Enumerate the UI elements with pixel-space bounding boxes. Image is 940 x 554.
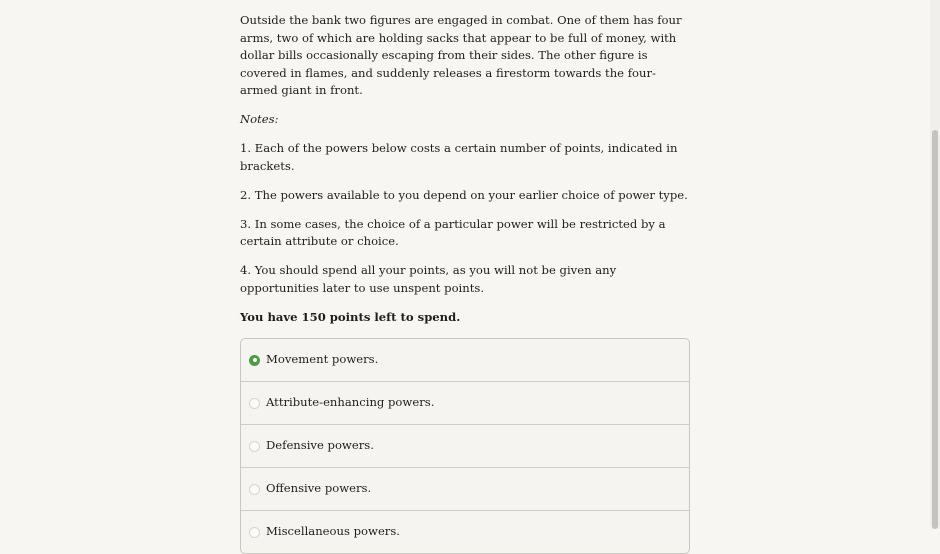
radio-selected-icon[interactable] [249,355,260,366]
choice-label: Miscellaneous powers. [266,524,400,539]
choice-label: Attribute-enhancing powers. [266,395,435,410]
choice-offensive-powers[interactable] [241,468,689,511]
radio-icon[interactable] [249,441,260,452]
choice-defensive-powers[interactable] [241,425,689,468]
choice-label: Movement powers. [266,352,379,367]
radio-icon[interactable] [249,398,260,409]
note-2: 2. The powers available to you depend on your earlier choice of power type. [240,187,688,202]
choice-miscellaneous-powers[interactable] [241,511,689,553]
points-remaining: You have 150 points left to spend. [240,309,461,324]
story-content [240,12,692,554]
note-1: 1. Each of the powers below costs a certain number of points, indicated in brackets. [240,141,678,173]
radio-icon[interactable] [249,484,260,495]
note-3: 3. In some cases, the choice of a particular power will be restricted by a certain attribute or choice. [240,216,666,248]
note-4: 4. You should spend all your points, as you will not be given any opportunities later to use unspent points. [240,263,617,295]
story-intro: Outside the bank two figures are engaged in combat. One of them has four arms, two of which are holding sacks that appear to be full of money, with dollar bills occasionally escaping from their sides. The other figure is covered in flames, and suddenly releases a firestorm towards the four-armed giant in front. [240,13,682,97]
choice-label: Offensive powers. [266,481,372,496]
scrollbar-thumb[interactable] [932,130,938,529]
choice-list [240,338,690,554]
notes-label: Notes: [240,112,279,126]
vertical-scrollbar[interactable] [930,0,940,529]
radio-icon[interactable] [249,527,260,538]
choice-label: Defensive powers. [266,438,374,453]
choice-attribute-enhancing-powers[interactable] [241,382,689,425]
choice-movement-powers[interactable] [241,339,689,382]
